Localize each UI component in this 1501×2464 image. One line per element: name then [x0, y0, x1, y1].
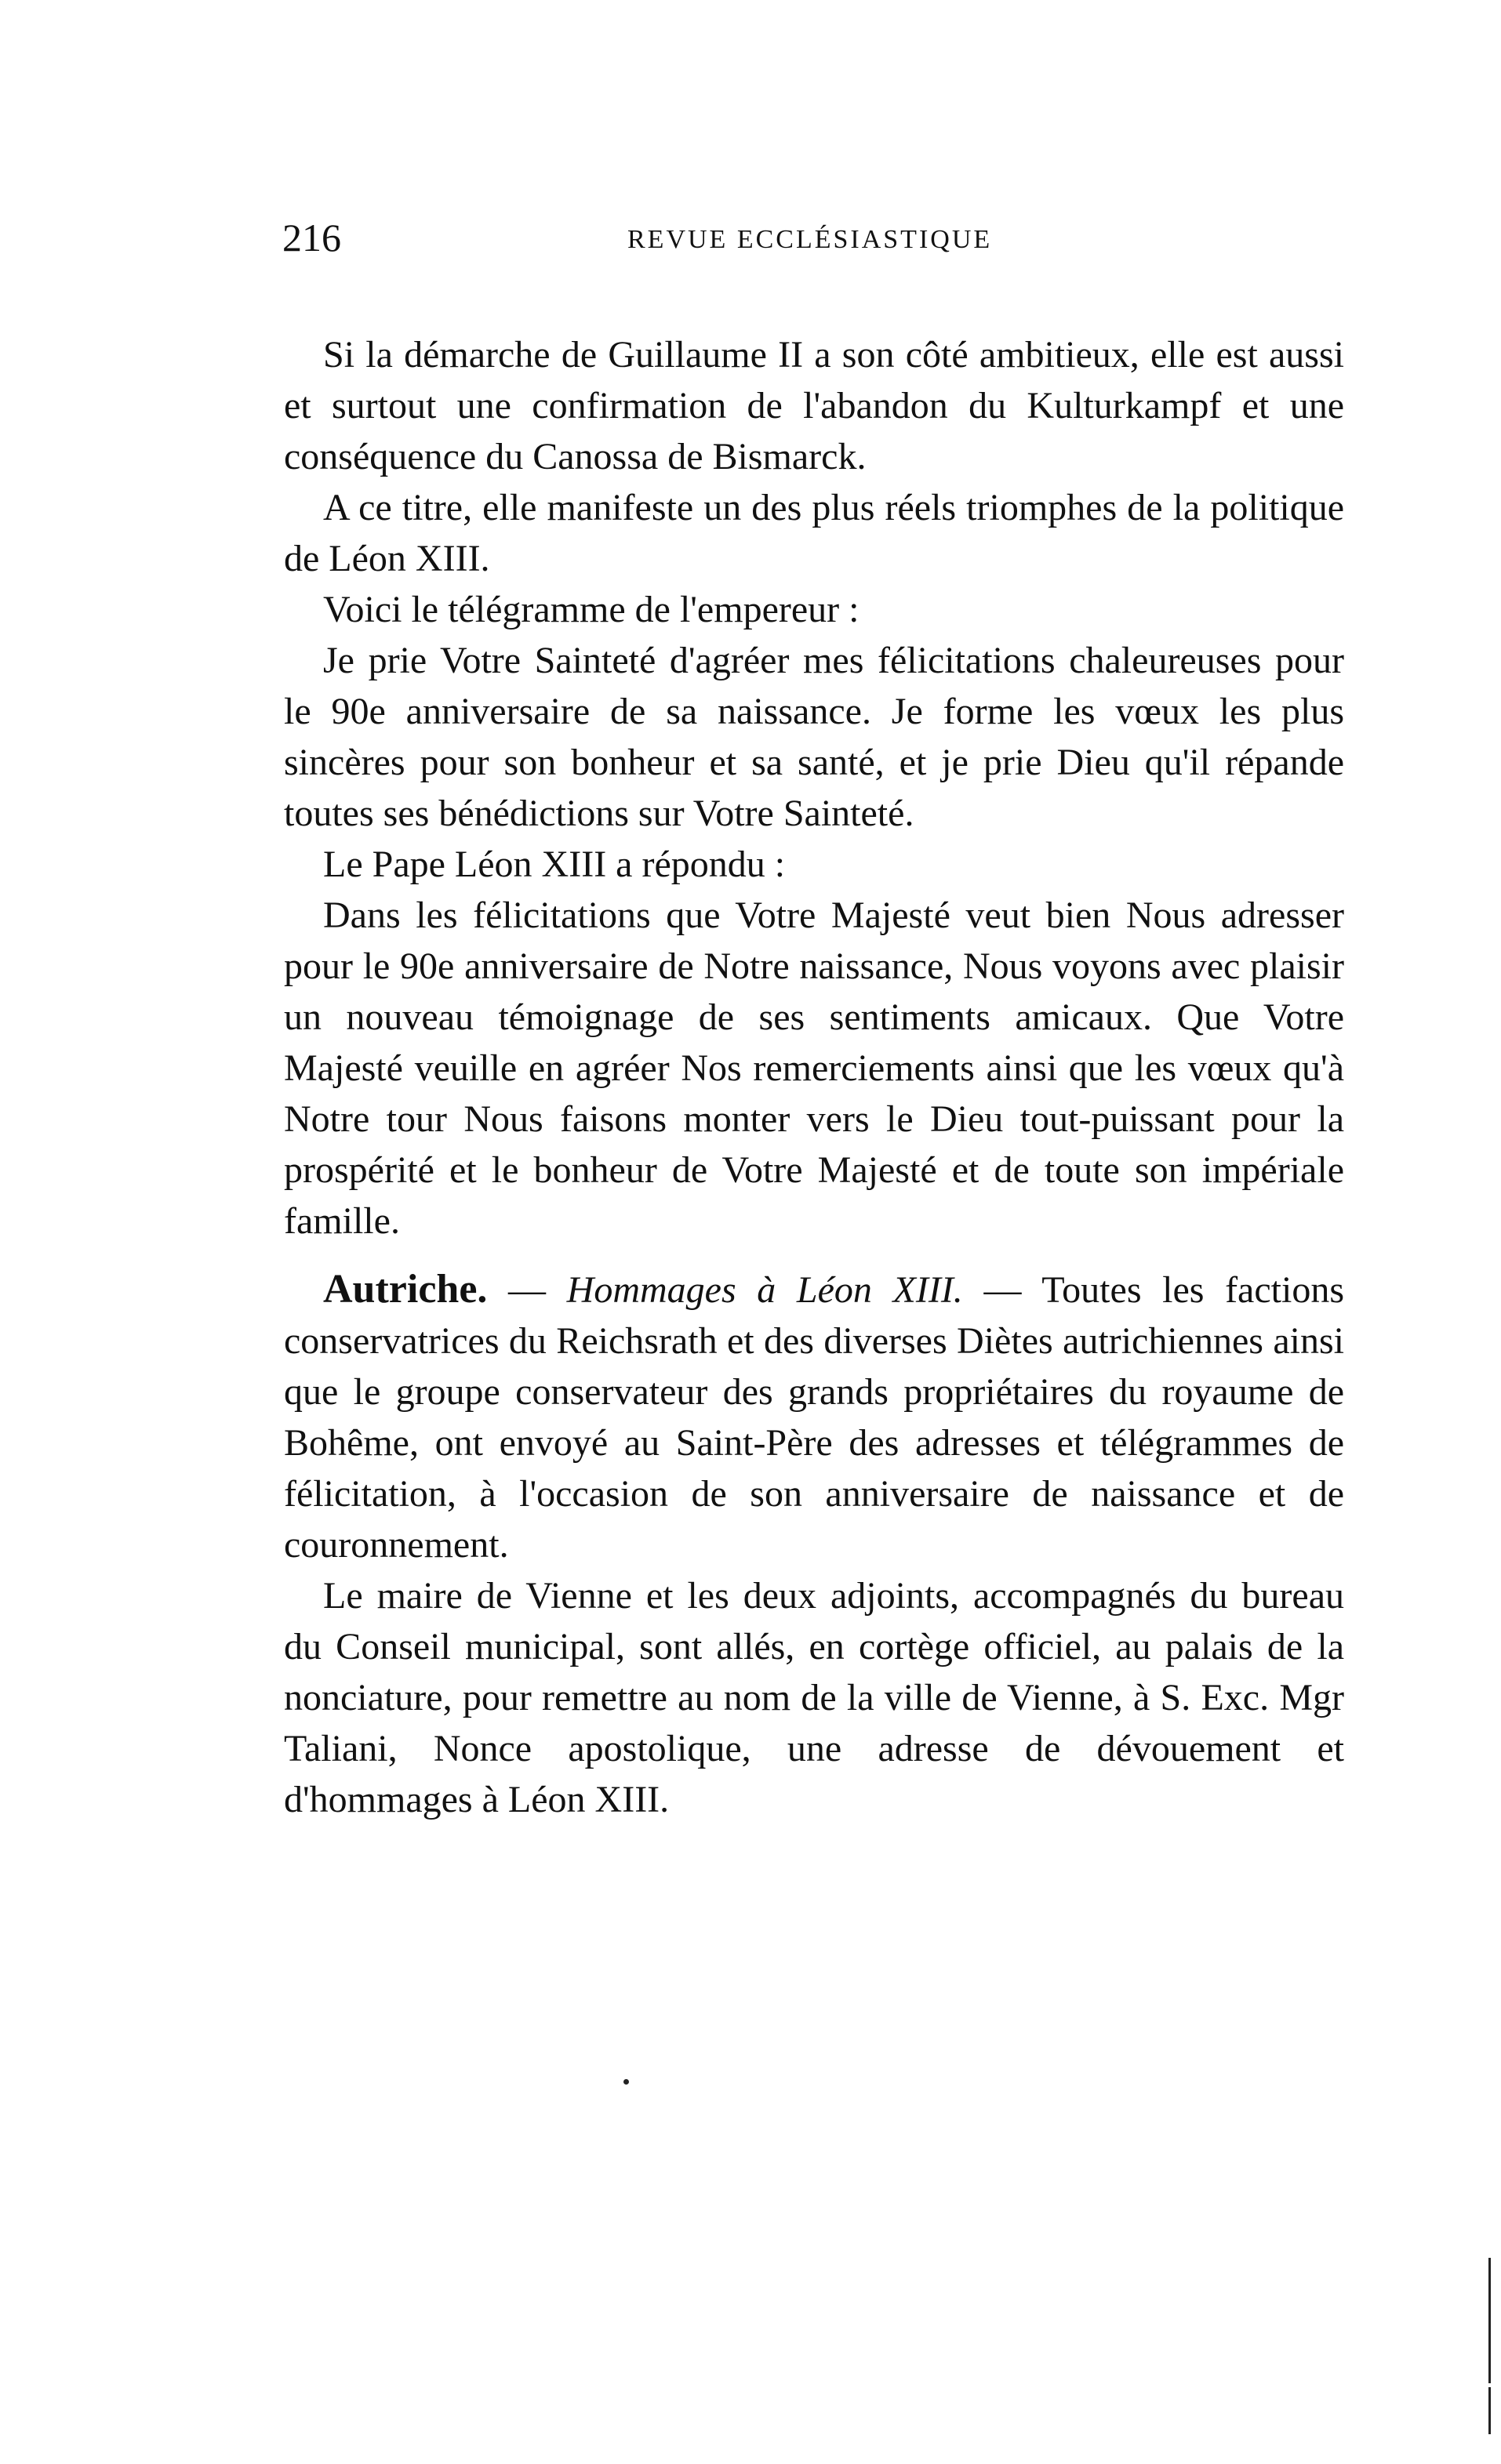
edge-line — [1488, 2258, 1491, 2383]
quoted-telegram: Je prie Votre Sainteté d'agréer mes félicitations chaleureuses pour le 90e anniversaire de sa naissance. Je forme les vœux les plus sincères pour son bonheur et sa santé, et je prie Dieu qu'il répande toutes ses bénédictions sur Votre Sainteté. — [284, 640, 1344, 834]
paragraph: Le maire de Vienne et les deux adjoints, accompagnés du bureau du Conseil municipal, sont allés, en cortège officiel, au palais de la nonciature, pour remettre au nom de la ville de Vienne, à S. Exc. Mgr Taliani, Nonce apostolique, une adresse de dévouement et d'hommages à Léon XIII. — [284, 1575, 1344, 1820]
section-subtitle: Hommages à Léon XIII. — [566, 1269, 963, 1311]
paragraph: Si la démarche de Guillaume II a son côté ambitieux, elle est aussi et surtout une confirmation de l'abandon du Kulturkampf et une conséquence du Canossa de Bismarck. — [284, 334, 1344, 477]
page-number: 216 — [282, 216, 341, 259]
running-title: REVUE ECCLÉSIASTIQUE — [627, 225, 993, 254]
paragraph: Le Pape Léon XIII a répondu : — [323, 844, 786, 885]
section-text: Toutes les factions conservatrices du Reichsrath et des diverses Diètes autrichiennes ainsi que le groupe conservateur des grands propriétaires du royaume de Bohême, ont envoyé au Saint-Père des adresses et télégrammes de félicitation, à l'occasion de son anniversaire de naissance et de couronnement. — [284, 1269, 1345, 1566]
quoted-reply: Dans les félicitations que Votre Majesté veut bien Nous adresser pour le 90e anniversaire de Notre naissance, Nous voyons avec plaisir un nouveau témoignage de ses sentiments amicaux. Que Votre Majesté veuille en agréer Nos remerciements ainsi que les vœux qu'à Notre tour Nous faisons monter vers le Dieu tout-puissant pour la prospérité et le bonheur de Votre Majesté et de toute son impériale famille. — [284, 895, 1344, 1242]
body-text — [284, 329, 1344, 1825]
dash: — — [487, 1269, 567, 1311]
page-header — [282, 210, 1349, 265]
dash: — — [962, 1269, 1042, 1311]
paragraph: A ce titre, elle manifeste un des plus réels triomphes de la politique de Léon XIII. — [284, 487, 1344, 579]
stray-dot — [623, 2079, 629, 2085]
section-paragraph — [284, 1264, 1344, 1570]
paragraph: Voici le télégramme de l'empereur : — [323, 589, 860, 630]
section-title: Autriche. — [323, 1267, 488, 1312]
edge-line — [1488, 2387, 1491, 2434]
